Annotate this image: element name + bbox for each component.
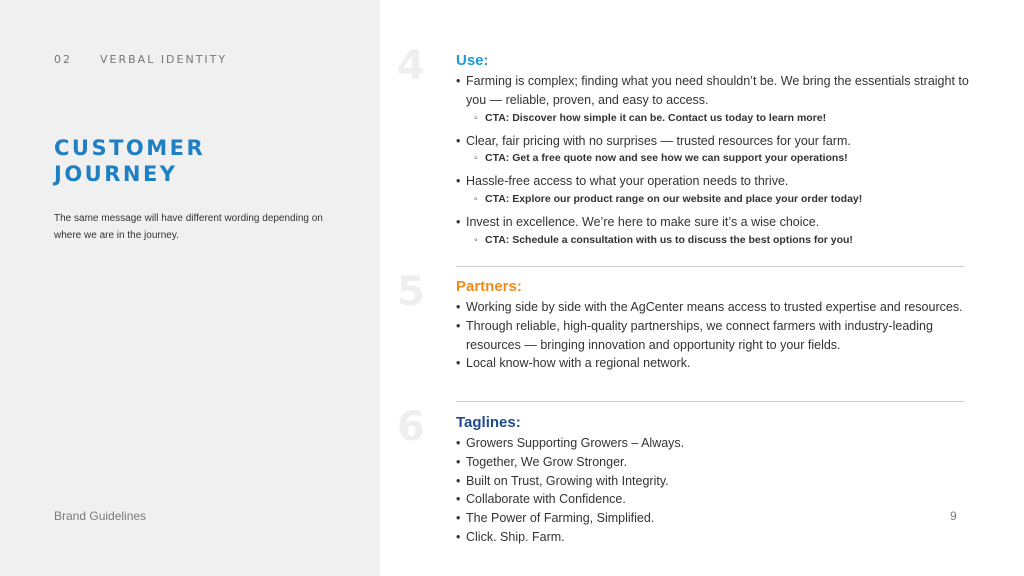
page-title-line-1: CUSTOMER: [54, 136, 206, 160]
section-number-taglines: 6: [397, 404, 425, 450]
list-item: • Hassle-free access to what your operation needs to thrive.: [456, 172, 976, 191]
list-item: • Built on Trust, Growing with Integrity.: [456, 472, 976, 491]
list-item: • Through reliable, high-quality partnerships, we connect farmers with industry-leading resources — bringing innovation and opportunity right to your fields.: [456, 317, 976, 355]
list-item: • Collaborate with Confidence.: [456, 490, 976, 509]
partners-heading: Partners:: [456, 278, 522, 295]
partners-list: [456, 298, 976, 373]
cta-text: ◦ CTA: Schedule a consultation with us to discuss the best options for you!: [456, 233, 976, 248]
left-panel: [0, 0, 380, 576]
section-number-use: 4: [397, 43, 425, 89]
taglines-list: [456, 434, 976, 547]
page-title: [54, 135, 205, 187]
divider: [456, 266, 964, 267]
section-header: [54, 53, 227, 66]
section-number: 02: [54, 53, 72, 66]
list-item: • Clear, fair pricing with no surprises — trusted resources for your farm.: [456, 132, 976, 151]
list-item: • Local know-how with a regional network.: [456, 354, 976, 373]
cta-text: ◦ CTA: Explore our product range on our website and place your order today!: [456, 192, 976, 207]
list-item: • Together, We Grow Stronger.: [456, 453, 976, 472]
list-item: • Click. Ship. Farm.: [456, 528, 976, 547]
brand-guidelines-label: Brand Guidelines: [54, 509, 147, 523]
list-item: • Farming is complex; finding what you need shouldn’t be. We bring the essentials straight to you — reliable, proven, and easy to access.: [456, 72, 976, 110]
cta-text: ◦ CTA: Get a free quote now and see how we can support your operations!: [456, 151, 976, 166]
list-item: • The Power of Farming, Simplified.: [456, 509, 976, 528]
page-number: 9: [950, 509, 957, 523]
list-item: • Invest in excellence. We’re here to make sure it’s a wise choice.: [456, 213, 976, 232]
section-name: VERBAL IDENTITY: [100, 53, 228, 66]
page-title-line-2: JOURNEY: [54, 162, 178, 186]
cta-text: ◦ CTA: Discover how simple it can be. Contact us today to learn more!: [456, 111, 976, 126]
use-heading: Use:: [456, 52, 489, 69]
divider: [456, 401, 964, 402]
list-item: • Growers Supporting Growers – Always.: [456, 434, 976, 453]
partners-section: [456, 278, 976, 373]
page-description: The same message will have different wording depending on where we are in the journey.: [54, 213, 323, 241]
use-list: [456, 72, 976, 248]
list-item: • Working side by side with the AgCenter means access to trusted expertise and resources.: [456, 298, 976, 317]
taglines-heading: Taglines:: [456, 414, 521, 431]
taglines-section: [456, 414, 976, 547]
section-number-partners: 5: [397, 269, 425, 315]
use-section: [456, 52, 976, 254]
